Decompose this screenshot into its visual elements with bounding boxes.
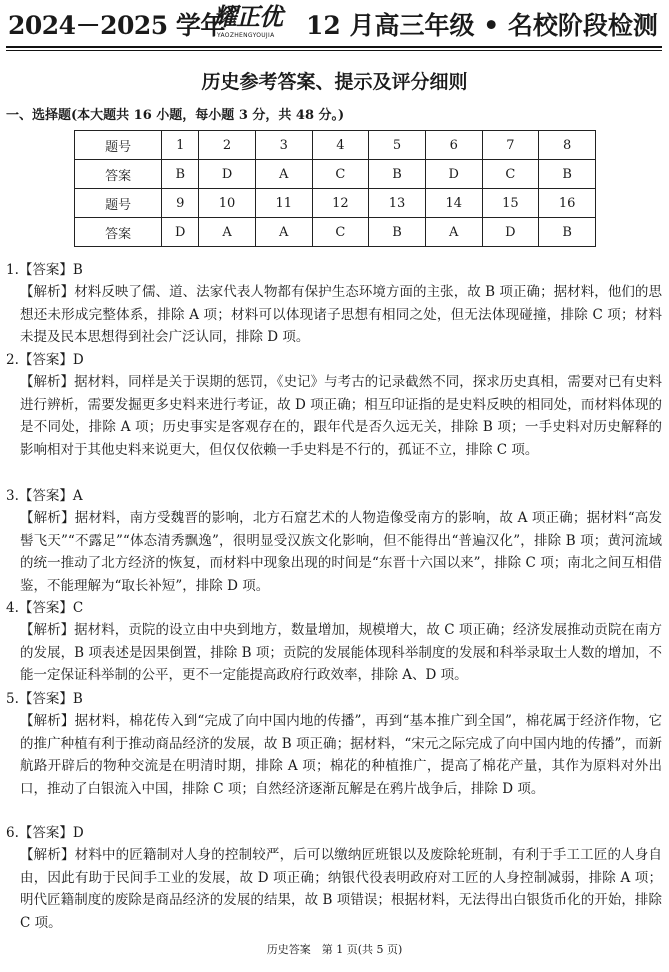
- question-item: [6, 597, 662, 687]
- section-heading: 一、选择题(本大题共 16 小题，每小题 3 分，共 48 分。): [6, 108, 345, 123]
- table-row: [75, 218, 596, 247]
- header-exam-name: 12 月高三年级 • 名校阶段检测: [306, 11, 658, 40]
- question-explanation: 【解析】材料反映了儒、道、法家代表人物都有保护生态环境方面的主张，故 B 项正确；据材料，他们的思想还未形成完整体系，排除 A 项；材料可以体现诸子思想有相同之处，但无法体现碰撞，排除 C 项；材料未提及民本思想得到社会广泛认同，排除 D 项。: [20, 284, 662, 346]
- table-row-header: 题号: [75, 189, 162, 218]
- table-cell: C: [312, 218, 369, 247]
- answer-table: [74, 130, 596, 247]
- question-answer: 6.【答案】D: [6, 825, 84, 841]
- question-item: [6, 349, 662, 461]
- table-cell: A: [199, 218, 256, 247]
- table-cell: 16: [539, 189, 596, 218]
- table-cell: B: [539, 218, 596, 247]
- table-row-header: 答案: [75, 218, 162, 247]
- table-cell: 5: [369, 131, 426, 160]
- table-cell: A: [255, 160, 312, 189]
- page-title: 历史参考答案、提示及评分细则: [201, 71, 468, 93]
- question-item: [6, 485, 662, 597]
- table-cell: D: [482, 218, 539, 247]
- question-answer: 1.【答案】B: [6, 262, 83, 278]
- table-cell: C: [482, 160, 539, 189]
- table-cell: 10: [199, 189, 256, 218]
- question-explanation: 【解析】据材料，同样是关于误期的惩罚，《史记》与考古的记录截然不同，探求历史真相，需要对已有史料进行辨析，需要发掘更多史料来进行考证，故 D 项正确；相互印证指的是史料反映的相同处，而材料体现的是不同处，排除 A 项；历史事实是客观存在的，跟年代是否久远无关，排除 B 项；一手史料对历史解释的影响相对于其他史料来说更大，但仅仅依赖一手史料是不行的，孤证不立，排除 C 项。: [20, 374, 662, 458]
- table-row-header: 题号: [75, 131, 162, 160]
- question-explanation: 【解析】据材料，南方受魏晋的影响，北方石窟艺术的人物造像受南方的影响，故 A 项正确；据材料“高发髻飞天”“不露足”“体态清秀飘逸”，很明显受汉族文化影响，但不能得出“普遍汉化”，排除 B 项；黄河流域的统一推动了北方经济的恢复，而材料中现象出现的时间是“东晋十六国以来”，排除 C 项；南北之间互相借鉴，不能理解为“取长补短”，排除 D 项。: [20, 510, 662, 594]
- table-cell: C: [312, 160, 369, 189]
- table-cell: A: [255, 218, 312, 247]
- question-item: [6, 822, 662, 934]
- question-answer: 2.【答案】D: [6, 352, 84, 368]
- table-cell: B: [369, 218, 426, 247]
- question-explanation: 【解析】据材料，棉花传入到“完成了向中国内地的传播”，再到“基本推广到全国”，棉花属于经济作物，它的推广种植有利于推动商品经济的发展，故 B 项正确；据材料，“宋元之际完成了向中国内地的传播”，而新航路开辟后的物种交流是在明清时期，排除 A 项；棉花的种植推广，提高了棉花产量，其作为原料对外出口，推动了白银流入中国，排除 C 项；自然经济逐渐瓦解是在鸦片战争后，排除 D 项。: [20, 713, 662, 797]
- table-cell: 13: [369, 189, 426, 218]
- brand-logo-subtext: YAOZHENGYOUJIA: [217, 32, 275, 39]
- table-cell: B: [162, 160, 199, 189]
- table-cell: 15: [482, 189, 539, 218]
- question-item: [6, 688, 662, 800]
- table-cell: A: [425, 218, 482, 247]
- table-row: [75, 189, 596, 218]
- table-cell: D: [162, 218, 199, 247]
- question-explanation: 【解析】据材料，贡院的设立由中央到地方，数量增加，规模增大，故 C 项正确；经济发展推动贡院在南方的发展，B 项表述是因果倒置，排除 B 项；贡院的发展能体现科举制度的发展和科举录取士人数的增加，不能一定保证科举制的公平，更不一定能提高政府行政效率，排除 A、D 项。: [20, 622, 662, 684]
- page-footer: 历史答案 第 1 页(共 5 页): [266, 943, 403, 956]
- table-cell: 1: [162, 131, 199, 160]
- header-rule-thick: [6, 46, 662, 48]
- table-cell: 14: [425, 189, 482, 218]
- header-year: 2024－2025 学年: [8, 11, 225, 40]
- table-cell: 11: [255, 189, 312, 218]
- table-row: [75, 160, 596, 189]
- table-cell: 8: [539, 131, 596, 160]
- header-rule-thin: [6, 50, 662, 51]
- question-answer: 5.【答案】B: [6, 691, 83, 707]
- question-item: [6, 259, 662, 349]
- table-row: [75, 131, 596, 160]
- table-cell: 6: [425, 131, 482, 160]
- question-explanation: 【解析】材料中的匠籍制对人身的控制较严，后可以缴纳匠班银以及废除轮班制，有利于手工工匠的人身自由，因此有助于民间手工业的发展，故 D 项正确；纳银代役表明政府对工匠的人身控制减弱，排除 A 项；明代匠籍制度的废除是商品经济的发展的结果，故 B 项错误；根据材料，无法得出白银货币化的开始，排除 C 项。: [20, 847, 662, 931]
- table-cell: B: [539, 160, 596, 189]
- table-cell: 12: [312, 189, 369, 218]
- table-cell: 3: [255, 131, 312, 160]
- table-row-header: 答案: [75, 160, 162, 189]
- table-cell: 7: [482, 131, 539, 160]
- brand-logo: [213, 3, 305, 43]
- brand-logo-text: 耀正优: [213, 3, 282, 31]
- question-answer: 3.【答案】A: [6, 488, 83, 504]
- table-cell: 2: [199, 131, 256, 160]
- table-cell: 4: [312, 131, 369, 160]
- table-cell: 9: [162, 189, 199, 218]
- page-header: [0, 0, 669, 46]
- question-answer: 4.【答案】C: [6, 600, 84, 616]
- table-cell: B: [369, 160, 426, 189]
- table-cell: D: [425, 160, 482, 189]
- table-cell: D: [199, 160, 256, 189]
